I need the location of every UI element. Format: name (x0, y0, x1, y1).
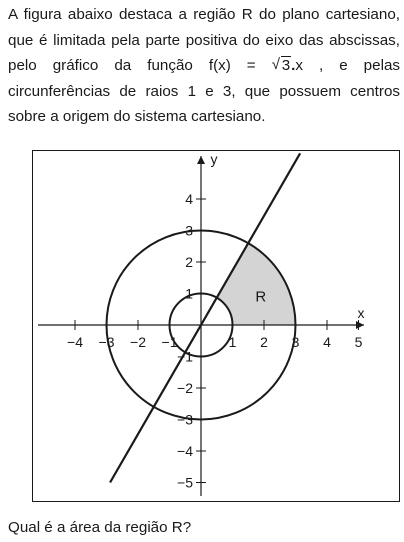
x-tick-label: −3 (98, 334, 115, 350)
x-axis-label: x (357, 305, 365, 321)
radicand: 3 (281, 57, 291, 74)
x-tick-label: −2 (130, 334, 146, 350)
question-text (8, 2, 400, 130)
question-part2: , e pelas circunferências de raios 1 e 3, que possuem centros sobre a origem do sistema cartesiano. (8, 57, 400, 125)
function-variable: x (295, 57, 303, 74)
region-label: R (255, 288, 267, 306)
question-part1: A figura abaixo destaca a região R do plano cartesiano, que é limitada pela parte positiva do eixo das abscissas, pelo gráfico da função f(x) = (8, 6, 400, 74)
x-tick-label: 5 (354, 334, 363, 350)
y-tick-label: 4 (185, 191, 193, 207)
cartesian-plane-svg (32, 150, 400, 502)
question-paragraph (8, 2, 400, 130)
y-tick-label: −3 (177, 411, 193, 428)
multiplication-dot: . (291, 57, 296, 74)
region-r (217, 243, 296, 325)
y-axis-arrow-icon (197, 156, 205, 164)
sqrt-expression (272, 53, 291, 79)
figure-frame (33, 151, 400, 502)
x-tick-label: 1 (228, 334, 237, 350)
cartesian-figure (32, 150, 400, 502)
y-tick-label: −1 (177, 348, 193, 365)
y-tick-label: −5 (177, 474, 193, 491)
x-tick-label: 2 (260, 334, 268, 350)
y-tick-label: −4 (177, 443, 193, 459)
x-tick-label: −1 (161, 334, 178, 350)
radical-sign: √ (271, 56, 280, 73)
y-axis-label: y (210, 151, 218, 167)
x-tick-label: 4 (323, 334, 331, 350)
y-tick-label: 2 (185, 254, 193, 270)
x-tick-label: −4 (67, 334, 83, 350)
x-axis-arrow-icon (356, 321, 364, 329)
final-question: Qual é a área da região R? (8, 519, 192, 536)
y-tick-label: 3 (185, 222, 193, 239)
y-tick-label: −2 (177, 380, 193, 396)
x-tick-label: 3 (291, 334, 300, 350)
y-tick-label: 1 (185, 285, 193, 302)
